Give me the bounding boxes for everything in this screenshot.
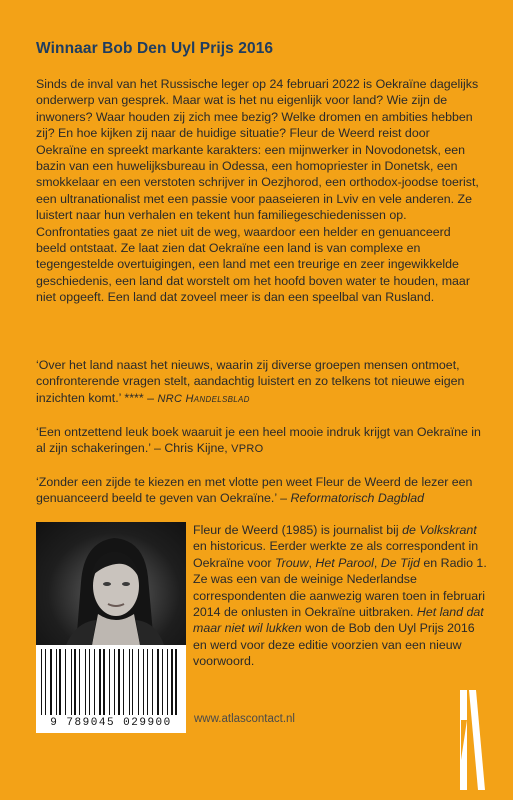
- bio-publication: De Tijd: [380, 555, 420, 570]
- barcode-bar: [72, 649, 73, 715]
- bio-book-title: Het land dat maar niet wil lukken: [193, 605, 484, 636]
- quote-vpro: [36, 424, 486, 458]
- quote-text: ‘Een ontzettend leuk boek waaruit je een heel mooie indruk krijgt van Oekraïne in al zijn schakeringen.’: [36, 425, 481, 456]
- quote-separator: – Chris Kijne,: [150, 441, 232, 456]
- barcode-bar: [140, 649, 141, 715]
- barcode-bar: [157, 649, 159, 715]
- barcode-bar: [65, 649, 66, 715]
- bio-text: won de Bob den Uyl Prijs 2016 en werd voor deze editie voorzien van een nieuw voorwoord.: [193, 621, 475, 669]
- barcode-bar: [94, 649, 95, 715]
- barcode-bar: [175, 649, 177, 715]
- barcode-bar: [169, 649, 170, 715]
- barcode-bar: [74, 649, 75, 715]
- barcode-bar: [160, 649, 161, 715]
- quote-nrc: [36, 357, 486, 407]
- bio-text: en historicus. Eerder werkte ze als correspondent in Oekraïne voor: [193, 539, 479, 570]
- barcode-bar: [103, 649, 104, 715]
- barcode-bar: [132, 649, 133, 715]
- barcode-bar: [118, 649, 120, 715]
- barcode-bar: [138, 649, 139, 715]
- barcode-bar: [59, 649, 60, 715]
- barcode-bar: [152, 649, 153, 715]
- barcode-number: 9 789045 029900: [50, 717, 172, 729]
- barcode-bar: [167, 649, 168, 715]
- quote-text: ‘Over het land naast het nieuws, waarin zij diverse groepen mensen ontmoet, confronterende vragen stelt, aandachtig luistert en zo telkens tot nieuwe eigen inzichten komt.’: [36, 358, 465, 405]
- barcode-bar: [57, 649, 58, 715]
- quote-rd: [36, 474, 486, 507]
- quote-source: NRC Handelsblad: [157, 392, 250, 405]
- barcode-bar: [179, 649, 180, 715]
- barcode-bar: [123, 649, 124, 715]
- barcode-bars: [41, 649, 181, 715]
- barcode-bar: [67, 649, 69, 715]
- barcode-bar: [111, 649, 112, 715]
- barcode-bar: [162, 649, 163, 715]
- bio-text: Fleur de Weerd (1985) is journalist bij: [193, 523, 403, 537]
- barcode-bar: [45, 649, 46, 715]
- barcode-bar: [130, 649, 131, 715]
- barcode-bar: [53, 649, 54, 715]
- quote-separator: –: [276, 491, 291, 506]
- quote-text: ‘Zonder een zijde te kiezen en met vlotte pen weet Fleur de Weerd de lezer een genuanceerd beeld te geven van Oekraïne.’: [36, 475, 473, 506]
- quote-rating: **** –: [120, 390, 158, 405]
- bio-text: ,: [373, 555, 381, 570]
- bio-publication: Trouw: [274, 555, 309, 570]
- barcode-bar: [87, 649, 88, 715]
- barcode-bar: [96, 649, 97, 715]
- quote-source: VPRO: [231, 443, 264, 456]
- barcode-bar: [81, 649, 83, 715]
- barcode-bar: [99, 649, 101, 715]
- bio-publication: de Volkskrant: [402, 523, 477, 537]
- publisher-website: www.atlascontact.nl: [194, 713, 295, 725]
- barcode-bar: [145, 649, 146, 715]
- bio-publication: Het Parool: [315, 555, 374, 570]
- bio-text: ,: [308, 555, 316, 570]
- barcode-bar: [135, 649, 137, 715]
- barcode-bar: [89, 649, 90, 715]
- quote-source: Reformatorisch Dagblad: [290, 491, 425, 506]
- barcode-bar: [125, 649, 126, 715]
- barcode-bar: [50, 649, 52, 715]
- author-photo: [36, 522, 186, 645]
- barcode-bar: [79, 649, 80, 715]
- atlas-contact-logo-icon: [457, 690, 487, 790]
- barcode-bar: [173, 649, 174, 715]
- bio-text: en Radio 1. Ze was een van de weinige Nederlandse correspondenten die aanwezig waren toen in februari 2014 de onlusten in Oekraïne uitbraken.: [193, 555, 487, 620]
- author-bio: [193, 522, 488, 670]
- barcode-bar: [101, 649, 102, 715]
- isbn-barcode: [36, 645, 186, 733]
- blurb-paragraph: Sinds de inval van het Russische leger op 24 februari 2022 is Oekraïne dagelijks onderwerp van gesprek. Maar wat is het nu eigenlijk voor land? Wie zijn de inwoners? Waar houden zij zich mee bezig? Welke dromen en ambities hebben zij? En hoe kijken zij naar de huidige situatie? Fleur de Weerd reist door Oekraïne en spreekt markante karakters: een mijnwerker in Novodonetsk, een bazin van een huwelijksbureau in Odessa, een homopriester in Donetsk, een smokkelaar en een verstoten schrijver in Oezjhorod, een orthodox-joodse toerist, een ultranationalist met een passie voor paaseieren in Lviv en vele anderen. Ze luistert naar hun verhalen en tekent hun familiegeschiedenissen op. Confrontaties gaat ze niet uit de weg, waardoor een helder en genuanceerd beeld ontstaat. Ze laat zien dat Oekraïne een land is van complexe en tegengestelde overtuigingen, een land met een treurige en zeer ingewikkelde geschiedenis, een land dat worstelt om het hoofd boven water te houden, maar niet opgeeft. Een land dat zoveel meer is dan een speelbal van Rusland.: [36, 77, 479, 305]
- barcode-bar: [115, 649, 116, 715]
- barcode-bar: [109, 649, 110, 715]
- barcode-bar: [154, 649, 155, 715]
- barcode-bar: [147, 649, 148, 715]
- barcode-bar: [43, 649, 44, 715]
- award-title: Winnaar Bob Den Uyl Prijs 2016: [36, 40, 274, 57]
- author-portrait-icon: [36, 522, 186, 645]
